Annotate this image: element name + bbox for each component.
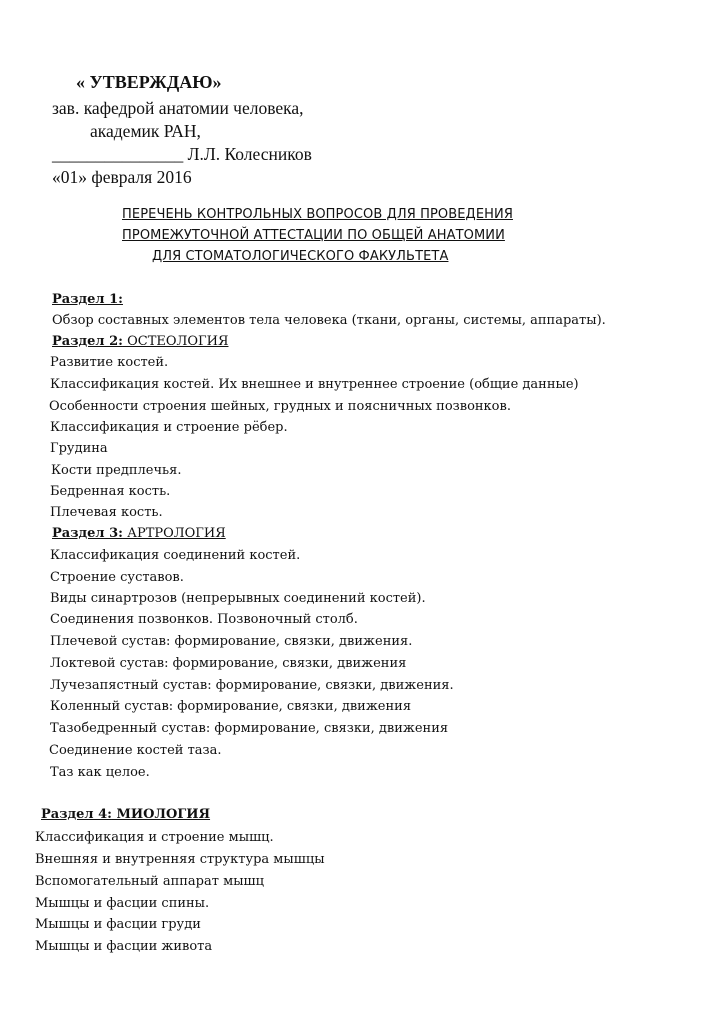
section-2-item: Классификация и строение рёбер. [50, 420, 288, 435]
section-3-item: Классификация соединений костей. [50, 548, 301, 563]
section-3-item: Локтевой сустав: формирование, связки, движения [50, 656, 407, 671]
section-4-name: МИОЛОГИЯ [111, 807, 211, 822]
section-4-header [41, 807, 210, 822]
section-2-name: ОСТЕОЛОГИЯ [122, 334, 229, 349]
approval-date: «01» февраля 2016 [52, 167, 192, 187]
section-4-item: Мышцы и фасции спины. [35, 896, 210, 911]
section-1-item: Обзор составных элементов тела человека (ткани, органы, системы, аппараты). [52, 313, 606, 328]
approver-rank: академик РАН, [90, 121, 201, 141]
section-4-label: Раздел 4: [41, 807, 112, 822]
approver-position: зав. кафедрой анатомии человека, [52, 98, 304, 118]
section-4-item: Классификация и строение мышц. [35, 830, 274, 845]
section-3-name: АРТРОЛОГИЯ [122, 526, 226, 541]
document-heading-line-1: ПЕРЕЧЕНЬ КОНТРОЛЬНЫХ ВОПРОСОВ ДЛЯ ПРОВЕДЕНИЯ [122, 207, 513, 222]
section-3-item: Коленный сустав: формирование, связки, движения [50, 699, 412, 714]
section-3-item: Соединения позвонков. Позвоночный столб. [50, 612, 358, 627]
section-3-item: Тазобедренный сустав: формирование, связки, движения [50, 721, 449, 736]
section-3-label: Раздел 3: [52, 526, 123, 541]
section-2-header [52, 334, 228, 349]
section-3-item: Таз как целое. [50, 765, 150, 780]
section-2-item: Особенности строения шейных, грудных и поясничных позвонков. [49, 399, 511, 414]
section-2-item: Плечевая кость. [50, 505, 163, 520]
section-3-item: Плечевой сустав: формирование, связки, движения. [50, 634, 413, 649]
section-4-item: Мышцы и фасции живота [35, 939, 213, 954]
section-4-item: Внешняя и внутренняя структура мышцы [35, 852, 325, 867]
section-3-item: Соединение костей таза. [49, 743, 222, 758]
section-4-item: Мышцы и фасции груди [35, 917, 201, 932]
section-2-label: Раздел 2: [52, 334, 123, 349]
section-2-item: Грудина [50, 441, 108, 456]
approval-title: « УТВЕРЖДАЮ» [76, 72, 222, 92]
section-1-label: Раздел 1: [52, 292, 123, 307]
section-3-header [52, 526, 226, 541]
section-2-item: Бедренная кость. [50, 484, 171, 499]
section-3-item: Строение суставов. [50, 570, 184, 585]
document-heading-line-3: ДЛЯ СТОМАТОЛОГИЧЕСКОГО ФАКУЛЬТЕТА [152, 249, 449, 264]
section-1-header [52, 292, 123, 307]
section-2-item: Кости предплечья. [51, 463, 182, 478]
document-heading-line-2: ПРОМЕЖУТОЧНОЙ АТТЕСТАЦИИ ПО ОБЩЕЙ АНАТОМИИ [122, 228, 505, 243]
section-3-item: Лучезапястный сустав: формирование, связки, движения. [50, 678, 454, 693]
section-2-item: Классификация костей. Их внешнее и внутреннее строение (общие данные) [50, 377, 579, 392]
section-2-item: Развитие костей. [50, 355, 169, 370]
section-4-item: Вспомогательный аппарат мышц [35, 874, 264, 889]
section-3-item: Виды синартрозов (непрерывных соединений костей). [50, 591, 426, 606]
signature-line: _______________ Л.Л. Колесников [52, 144, 312, 164]
